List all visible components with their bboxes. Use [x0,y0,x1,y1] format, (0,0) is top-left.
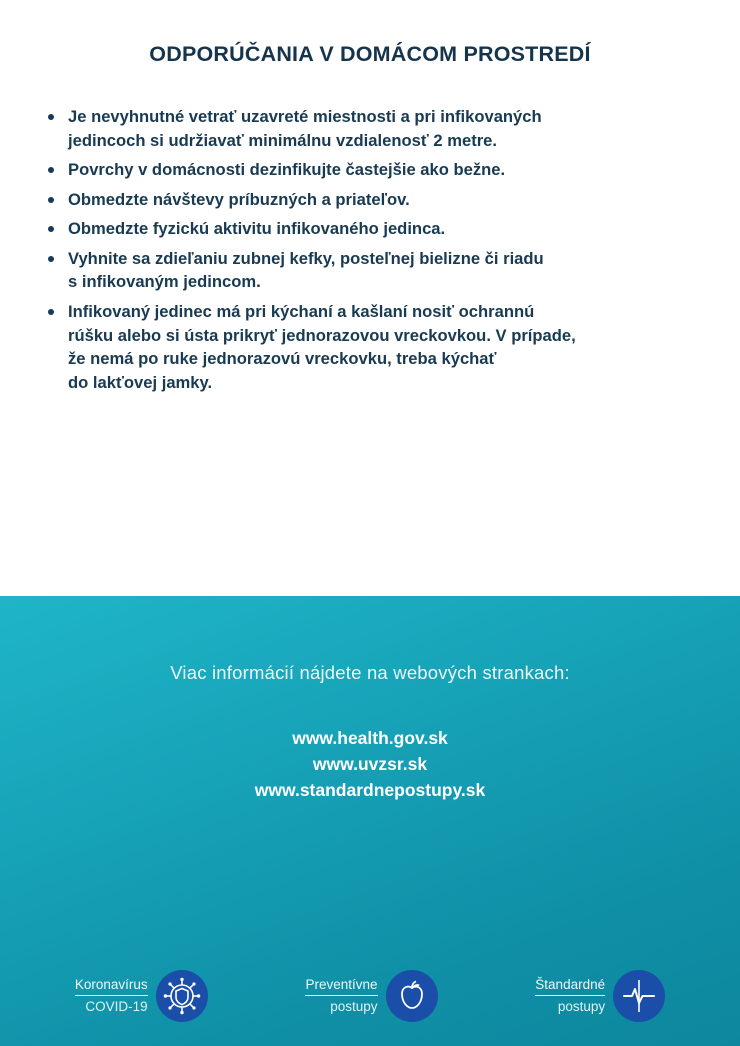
bullet-icon [48,226,54,232]
list-item [40,105,700,152]
logo-preventivne-postupy [305,970,437,1022]
list-item [40,158,700,182]
list-item-line1: Obmedzte fyzickú aktivitu infikovaného jedinca. [68,219,446,239]
logo-label [305,977,377,1014]
website-links [0,726,740,804]
list-item [40,247,700,294]
logo-label-line1: Preventívne [305,977,377,996]
bullet-icon [48,309,54,315]
page-title: ODPORÚČANIA V DOMÁCOM PROSTREDÍ [149,42,591,66]
bullet-icon [48,197,54,203]
logo-label-line1: Štandardné [535,977,605,996]
link-standardnepostupy-sk[interactable]: www.standardnepostupy.sk [254,779,486,800]
logo-standardne-postupy [535,970,665,1022]
list-item [40,217,700,241]
bullet-icon [48,114,54,120]
list-item-line1: Obmedzte návštevy príbuzných a priateľov. [68,189,410,209]
logo-label [75,977,148,1014]
bullet-icon [48,256,54,262]
list-item [40,188,700,212]
logo-koronavirus-covid19 [75,970,208,1022]
virus-shield-icon [156,970,208,1022]
list-item-line2: jedincoch si udržiavať minimálnu vzdialenosť 2 metre. [68,130,498,150]
list-item-line2: rúšku alebo si ústa prikryť jednorazovou vreckovkou. V prípade, [68,325,576,345]
more-info-text: Viac informácií nájdete na webových strankach: [170,662,570,683]
list-item-line1: Infikovaný jedinec má pri kýchaní a kašlaní nosiť ochrannú [68,301,535,321]
logo-row [0,970,740,1022]
list-item-line4: do lakťovej jamky. [68,372,213,392]
logo-label-line2: postupy [330,999,378,1014]
list-item-line1: Vyhnite sa zdieľaniu zubnej kefky, posteľnej bielizne či riadu [68,248,544,268]
list-item [40,300,700,394]
heartbeat-icon [613,970,665,1022]
list-item-line2: s infikovaným jedincom. [68,272,261,292]
logo-label [535,977,605,1014]
list-item-line3: že nemá po ruke jednorazovú vreckovku, treba kýchať [68,349,497,369]
logo-label-line2: postupy [557,999,606,1014]
recommendations-list [40,105,700,394]
link-health-gov-sk[interactable]: www.health.gov.sk [292,728,448,748]
link-uvzsr-sk[interactable]: www.uvzsr.sk [312,753,428,774]
logo-label-line2: COVID-19 [85,999,148,1014]
bullet-icon [48,167,54,173]
apple-icon [386,970,438,1022]
footer-section [0,596,740,1046]
list-item-line1: Povrchy v domácnosti dezinfikujte častejšie ako bežne. [68,160,506,180]
logo-label-line1: Koronavírus [75,977,148,996]
list-item-line1: Je nevyhnutné vetrať uzavreté miestnosti a pri infikovaných [68,107,542,126]
